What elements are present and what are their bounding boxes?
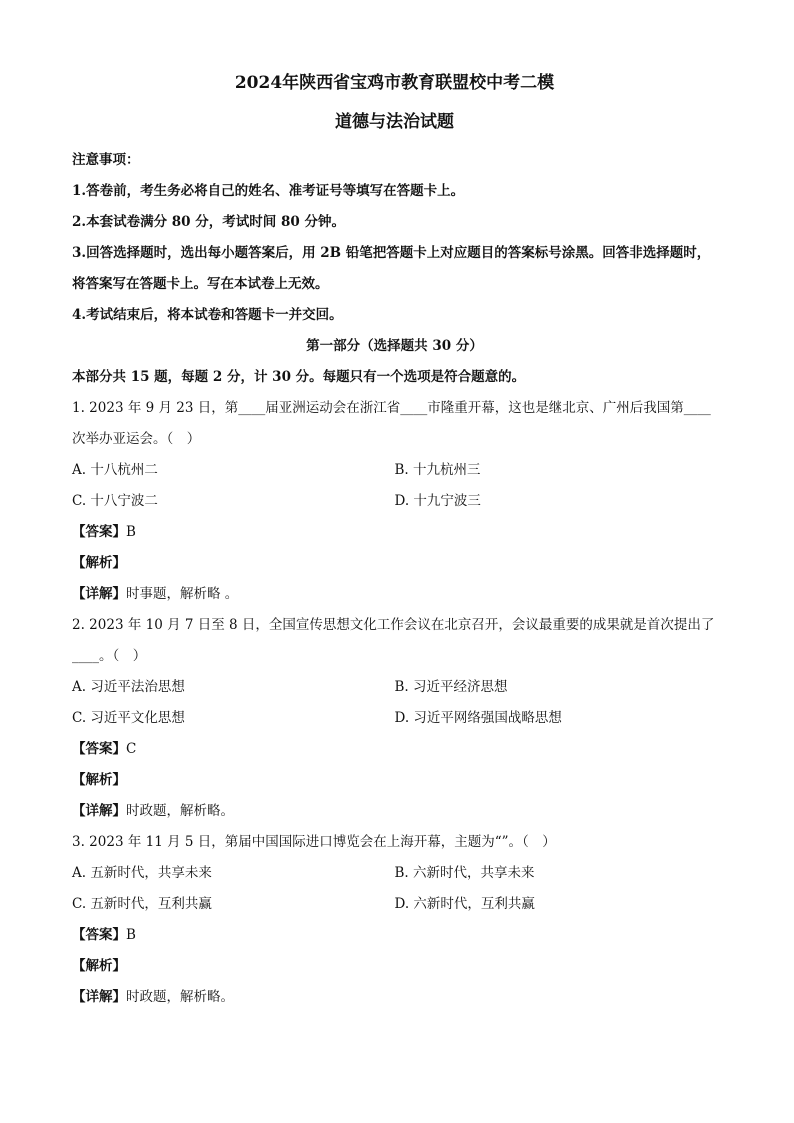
answer-value: C xyxy=(126,741,137,757)
analysis-line xyxy=(72,548,717,579)
options xyxy=(72,858,717,920)
detail-text: 时事题，解析略 。 xyxy=(126,586,239,602)
detail-line xyxy=(72,982,717,1013)
option-d: D. 习近平网络强国战略思想 xyxy=(394,710,562,726)
section-instruction: 本部分共 15 题，每题 2 分，计 30 分。每题只有一个选项是符合题意的。 xyxy=(72,369,526,385)
option-c: C. 习近平文化思想 xyxy=(72,710,185,726)
detail-text: 时政题，解析略。 xyxy=(126,989,234,1005)
option-b: B. 习近平经济思想 xyxy=(394,679,508,695)
answer-label: 【答案】 xyxy=(72,927,126,943)
option-a: A. 十八杭州二 xyxy=(72,462,158,478)
answer-label: 【答案】 xyxy=(72,524,126,540)
exam-page xyxy=(72,70,717,1013)
option-c: C. 十八宁波二 xyxy=(72,493,158,509)
analysis-line xyxy=(72,765,717,796)
options xyxy=(72,672,717,734)
question-stem: 1. 2023 年 9 月 23 日，第____届亚洲运动会在浙江省____市隆重开幕，这也是继北京、广州后我国第____次举办亚运会。（ ） xyxy=(72,400,711,447)
section-heading: 第一部分（选择题共 30 分） xyxy=(306,338,483,354)
option-c: C. 五新时代，互利共赢 xyxy=(72,896,212,912)
notice-item-1: 1.答卷前，考生务必将自己的姓名、准考证号等填写在答题卡上。 xyxy=(72,183,465,199)
notice-heading: 注意事项： xyxy=(72,152,140,168)
notice-item-3: 3.回答选择题时，选出每小题答案后，用 2B 铅笔把答题卡上对应题目的答案标号涂黑。回答非选择题时，将答案写在答题卡上。写在本试卷上无效。 xyxy=(72,245,711,292)
option-b: B. 六新时代，共享未来 xyxy=(394,865,535,881)
analysis-label: 【解析】 xyxy=(72,555,126,571)
option-d: D. 六新时代，互利共赢 xyxy=(394,896,535,912)
answer-line xyxy=(72,517,717,548)
detail-line xyxy=(72,796,717,827)
detail-label: 【详解】 xyxy=(72,586,126,602)
question-2 xyxy=(72,610,717,827)
question-3 xyxy=(72,827,717,1013)
detail-text: 时政题，解析略。 xyxy=(126,803,234,819)
answer-label: 【答案】 xyxy=(72,741,126,757)
answer-value: B xyxy=(126,524,136,540)
question-1 xyxy=(72,393,717,610)
option-a: A. 习近平法治思想 xyxy=(72,679,185,695)
notice-item-2: 2.本套试卷满分 80 分，考试时间 80 分钟。 xyxy=(72,214,345,230)
question-stem: 3. 2023 年 11 月 5 日，第届中国国际进口博览会在上海开幕，主题为“”。（ ） xyxy=(72,834,556,850)
analysis-label: 【解析】 xyxy=(72,772,126,788)
exam-subtitle: 道德与法治试题 xyxy=(335,112,454,132)
answer-line xyxy=(72,920,717,951)
answer-line xyxy=(72,734,717,765)
options xyxy=(72,455,717,517)
detail-label: 【详解】 xyxy=(72,803,126,819)
analysis-label: 【解析】 xyxy=(72,958,126,974)
detail-label: 【详解】 xyxy=(72,989,126,1005)
question-stem: 2. 2023 年 10 月 7 日至 8 日，全国宣传思想文化工作会议在北京召开，会议最重要的成果就是首次提出了____。（ ） xyxy=(72,617,715,664)
analysis-line xyxy=(72,951,717,982)
detail-line xyxy=(72,579,717,610)
option-d: D. 十九宁波三 xyxy=(394,493,481,509)
notice-item-4: 4.考试结束后，将本试卷和答题卡一并交回。 xyxy=(72,307,343,323)
exam-title: 2024年陕西省宝鸡市教育联盟校中考二模 xyxy=(234,73,555,93)
option-b: B. 十九杭州三 xyxy=(394,462,481,478)
option-a: A. 五新时代，共享未来 xyxy=(72,865,212,881)
answer-value: B xyxy=(126,927,136,943)
